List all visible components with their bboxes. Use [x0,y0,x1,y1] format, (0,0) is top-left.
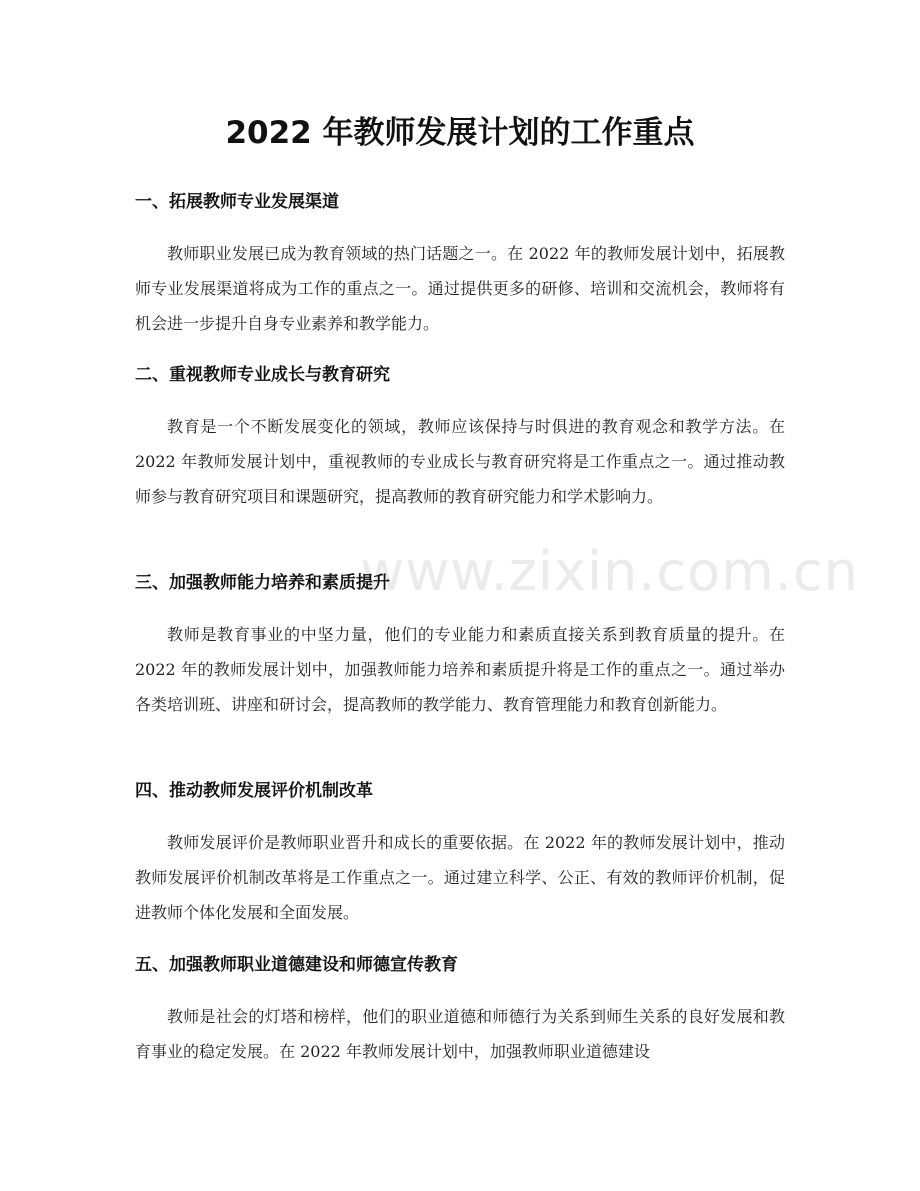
section-paragraph-2: 教育是一个不断发展变化的领域，教师应该保持与时俱进的教育观念和教学方法。在 2022 年教师发展计划中，重视教师的专业成长与教育研究将是工作重点之一。通过推动教师参与教育研究项目和课题研究，提高教师的教育研究能力和学术影响力。 [135,417,785,506]
section-heading-2: 二、重视教师专业成长与教育研究 [135,365,390,385]
section-heading-5: 五、加强教师职业道德建设和师德宣传教育 [135,955,458,975]
section-paragraph-3: 教师是教育事业的中坚力量，他们的专业能力和素质直接关系到教育质量的提升。在 2022 年的教师发展计划中，加强教师能力培养和素质提升将是工作的重点之一。通过举办各类培训班、讲座和研讨会，提高教师的教学能力、教育管理能力和教育创新能力。 [135,625,785,714]
watermark: www.zixin.com.cn [360,540,859,603]
section-heading-1: 一、拓展教师专业发展渠道 [135,192,339,212]
section-heading-3: 三、加强教师能力培养和素质提升 [135,573,390,593]
section-heading-4: 四、推动教师发展评价机制改革 [135,781,373,801]
section-paragraph-4: 教师发展评价是教师职业晋升和成长的重要依据。在 2022 年的教师发展计划中，推动教师发展评价机制改革将是工作重点之一。通过建立科学、公正、有效的教师评价机制，促进教师个体化发展和全面发展。 [135,833,785,922]
document-title: 2022 年教师发展计划的工作重点 [225,115,695,151]
section-paragraph-1: 教师职业发展已成为教育领域的热门话题之一。在 2022 年的教师发展计划中，拓展教师专业发展渠道将成为工作的重点之一。通过提供更多的研修、培训和交流机会，教师将有机会进一步提升自身专业素养和教学能力。 [135,244,785,333]
section-paragraph-5: 教师是社会的灯塔和榜样，他们的职业道德和师德行为关系到师生关系的良好发展和教育事业的稳定发展。在 2022 年教师发展计划中，加强教师职业道德建设 [135,1007,785,1061]
